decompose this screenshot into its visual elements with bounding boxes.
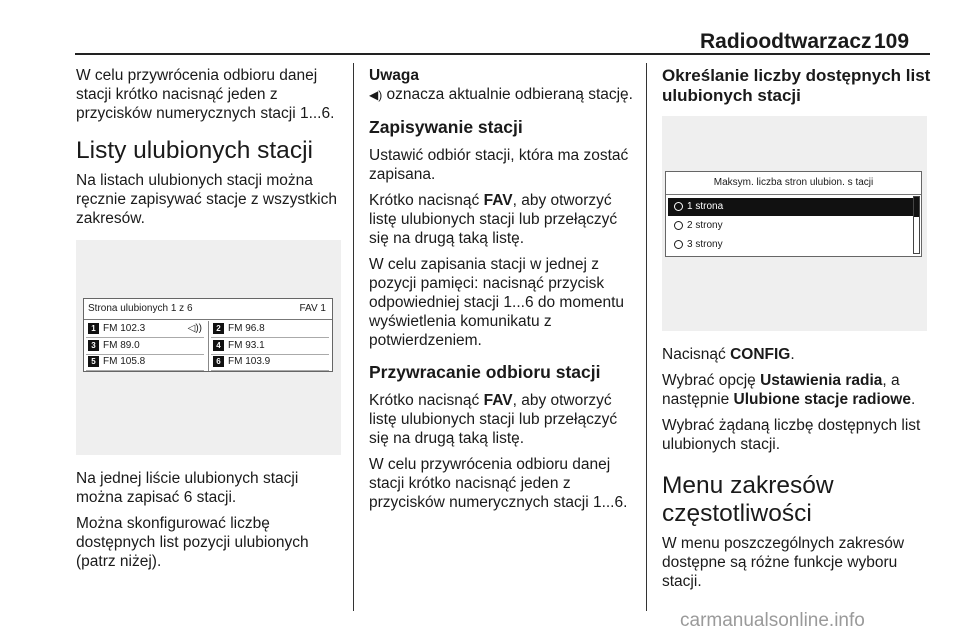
config-paragraph: Nacisnąć CONFIG. xyxy=(662,346,795,363)
radio-settings-paragraph: Wybrać opcję Ustawienia radia, a następnie Ulubione stacje radiowe. xyxy=(662,372,916,408)
band-menu-paragraph: W menu poszczególnych zakresów dostępne są różne funkcje wyboru stacji. xyxy=(662,535,905,590)
slot-number-5: 5 xyxy=(88,356,99,367)
page-number: 109 xyxy=(874,30,910,53)
list-count-screen-image xyxy=(662,116,927,331)
favourite-slot-3 xyxy=(86,338,204,355)
list-count-panel-title: Maksym. liczba stron ulubion. s tacji xyxy=(666,172,921,195)
column-divider-1 xyxy=(353,63,354,611)
option-3-strony: 3 strony xyxy=(668,236,913,254)
slot-number-2: 2 xyxy=(213,323,224,334)
option-1-strona: 1 strona xyxy=(668,198,913,216)
column-divider-2 xyxy=(646,63,647,611)
restore-paragraph-1: Krótko nacisnąć FAV, aby otworzyć listę ulubionych stacji lub przełączyć się na drugą taką listę. xyxy=(369,392,618,447)
section-heading-band-menu: Menu zakresów częstotliwości xyxy=(662,472,834,527)
speaker-icon: ◀) xyxy=(369,88,383,102)
save-paragraph-1: Ustawić odbiór stacji, która ma zostać zapisana. xyxy=(369,147,629,183)
slot-label-2: FM 96.8 xyxy=(228,323,265,334)
page-header-title: Radioodtwarzacz xyxy=(700,30,872,53)
section-heading-save: Zapisywanie stacji xyxy=(369,117,523,137)
configure-lists-paragraph: Można skonfigurować liczbę dostępnych list pozycji ulubionych (patrz niżej). xyxy=(76,515,309,570)
scrollbar-thumb xyxy=(914,197,919,217)
slot-label-3: FM 89.0 xyxy=(103,340,140,351)
note-text: oznacza aktualnie odbieraną stację. xyxy=(386,86,633,103)
fav-keyword: FAV xyxy=(483,392,513,409)
fav-tag: FAV 1 xyxy=(299,303,326,314)
header-rule xyxy=(75,53,930,55)
favourite-slot-5 xyxy=(86,354,204,371)
config-keyword: CONFIG xyxy=(730,346,791,363)
section-heading-list-count: Określanie liczby dostępnych list ulubionych stacji xyxy=(662,66,931,105)
slot-number-4: 4 xyxy=(213,340,224,351)
option-2-strony: 2 strony xyxy=(668,217,913,235)
save-paragraph-2: Krótko nacisnąć FAV, aby otworzyć listę ulubionych stacji lub przełączyć się na drugą taką listę. xyxy=(369,192,618,247)
list-count-panel xyxy=(665,171,922,257)
note-title: Uwaga xyxy=(369,67,419,84)
restore-paragraph-2: W celu przywrócenia odbioru danej stacji krótko nacisnąć jeden z przycisków numerycznych stacji 1...6. xyxy=(369,456,628,511)
radio-icon xyxy=(674,202,683,211)
slot-label-5: FM 105.8 xyxy=(103,356,146,367)
slot-number-6: 6 xyxy=(213,356,224,367)
slot-number-1: 1 xyxy=(88,323,99,334)
scrollbar xyxy=(913,196,920,254)
fav-keyword: FAV xyxy=(483,192,513,209)
slot-number-3: 3 xyxy=(88,340,99,351)
note-paragraph xyxy=(369,85,637,105)
radio-settings-keyword: Ustawienia radia xyxy=(760,372,883,389)
favourites-panel-header xyxy=(84,299,332,320)
speaker-icon: ◁)) xyxy=(187,323,202,334)
column-3 xyxy=(662,66,932,598)
favourites-paragraph: Na listach ulubionych stacji można ręcznie zapisywać stacje z wszystkich zakresów. xyxy=(76,172,337,227)
watermark: carmanualsonline.info xyxy=(680,610,865,631)
section-heading-restore: Przywracanie odbioru stacji xyxy=(369,362,601,382)
intro-paragraph: W celu przywrócenia odbioru danej stacji krótko nacisnąć jeden z przycisków numerycznych stacji 1...6. xyxy=(76,67,335,122)
six-stations-paragraph: Na jednej liście ulubionych stacji można zapisać 6 stacji. xyxy=(76,470,299,506)
favourite-stations-keyword: Ulubione stacje radiowe xyxy=(733,391,911,408)
favourites-panel xyxy=(83,298,333,372)
column-2 xyxy=(369,66,637,519)
choose-count-paragraph: Wybrać żądaną liczbę dostępnych list ulubionych stacji. xyxy=(662,417,921,453)
radio-icon xyxy=(674,240,683,249)
slot-label-4: FM 93.1 xyxy=(228,340,265,351)
favourite-slot-1 xyxy=(86,321,204,338)
favourites-screen-image xyxy=(76,240,341,455)
favourites-panel-title: Strona ulubionych 1 z 6 xyxy=(88,303,193,314)
favourite-slot-6 xyxy=(211,354,329,371)
section-heading-favourites: Listy ulubionych stacji xyxy=(76,137,313,164)
favourite-slot-4 xyxy=(211,338,329,355)
favourite-slot-2 xyxy=(211,321,329,338)
column-1 xyxy=(76,66,341,578)
slot-label-1: FM 102.3 xyxy=(103,323,146,334)
slot-label-6: FM 103.9 xyxy=(228,356,271,367)
save-paragraph-3: W celu zapisania stacji w jednej z pozycji pamięci: nacisnąć przycisk odpowiedniej stacji 1...6 do momentu wyświetlenia komunikatu z potwierdzeniem. xyxy=(369,256,625,349)
slot-column-separator xyxy=(208,321,209,371)
radio-icon xyxy=(674,221,683,230)
